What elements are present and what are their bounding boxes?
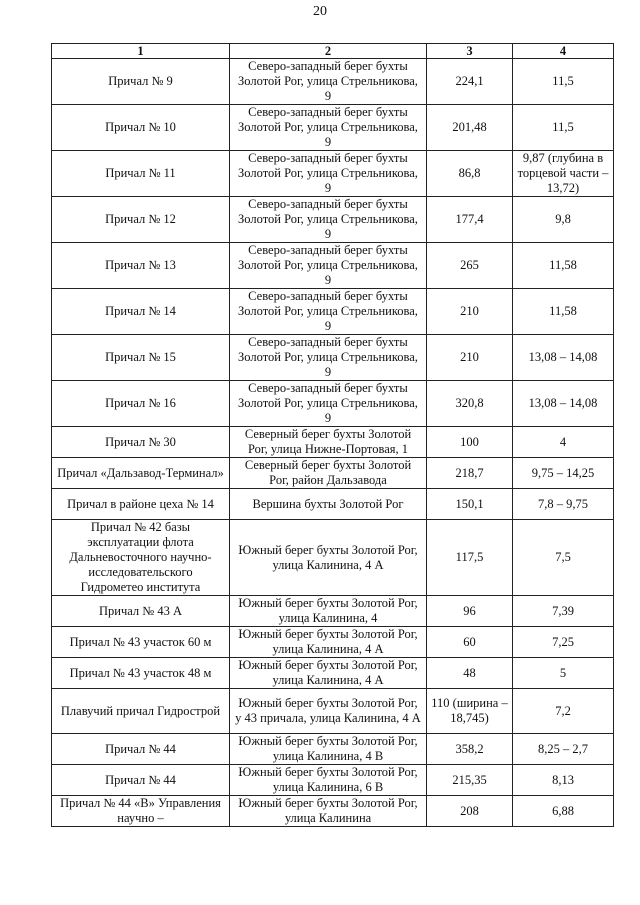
length-cell: 96 xyxy=(427,596,513,627)
table-row xyxy=(52,197,614,243)
length-cell: 320,8 xyxy=(427,381,513,427)
length-cell: 265 xyxy=(427,243,513,289)
depth-cell: 11,58 xyxy=(513,289,614,335)
depth-cell: 9,75 – 14,25 xyxy=(513,458,614,489)
depth-cell: 13,08 – 14,08 xyxy=(513,335,614,381)
length-cell: 358,2 xyxy=(427,734,513,765)
table-row xyxy=(52,627,614,658)
table-header-row xyxy=(52,44,614,59)
depth-cell: 7,8 – 9,75 xyxy=(513,489,614,520)
table-row xyxy=(52,596,614,627)
berth-name-cell: Причал № 15 xyxy=(52,335,230,381)
depth-cell: 9,8 xyxy=(513,197,614,243)
depth-cell: 11,5 xyxy=(513,105,614,151)
length-cell: 48 xyxy=(427,658,513,689)
length-cell: 218,7 xyxy=(427,458,513,489)
table-row xyxy=(52,381,614,427)
berth-name-cell: Причал № 16 xyxy=(52,381,230,427)
table-row xyxy=(52,105,614,151)
length-cell: 224,1 xyxy=(427,59,513,105)
berth-name-cell: Причал № 12 xyxy=(52,197,230,243)
depth-cell: 11,58 xyxy=(513,243,614,289)
berth-name-cell: Причал № 9 xyxy=(52,59,230,105)
length-cell: 60 xyxy=(427,627,513,658)
depth-cell: 11,5 xyxy=(513,59,614,105)
depth-cell: 6,88 xyxy=(513,796,614,827)
berth-name-cell: Причал № 30 xyxy=(52,427,230,458)
berth-name-cell: Причал № 11 xyxy=(52,151,230,197)
location-cell: Южный берег бухты Золотой Рог, улица Калинина, 4 А xyxy=(230,627,427,658)
location-cell: Северо-западный берег бухты Золотой Рог, улица Стрельникова, 9 xyxy=(230,59,427,105)
berth-name-cell: Причал № 10 xyxy=(52,105,230,151)
length-cell: 117,5 xyxy=(427,520,513,596)
table-row xyxy=(52,289,614,335)
location-cell: Южный берег бухты Золотой Рог, улица Калинина, 4 В xyxy=(230,734,427,765)
column-header-4: 4 xyxy=(513,44,614,59)
table-row xyxy=(52,689,614,734)
depth-cell: 7,2 xyxy=(513,689,614,734)
location-cell: Северный берег бухты Золотой Рог, улица Нижне-Портовая, 1 xyxy=(230,427,427,458)
berths-table xyxy=(51,43,614,827)
table-row xyxy=(52,59,614,105)
location-cell: Северо-западный берег бухты Золотой Рог, улица Стрельникова, 9 xyxy=(230,335,427,381)
location-cell: Северо-западный берег бухты Золотой Рог, улица Стрельникова, 9 xyxy=(230,197,427,243)
berth-name-cell: Причал № 13 xyxy=(52,243,230,289)
depth-cell: 9,87 (глубина в торцевой части – 13,72) xyxy=(513,151,614,197)
berth-name-cell: Причал № 14 xyxy=(52,289,230,335)
location-cell: Северо-западный берег бухты Золотой Рог, улица Стрельникова, 9 xyxy=(230,151,427,197)
berth-name-cell: Причал «Дальзавод-Терминал» xyxy=(52,458,230,489)
table-row xyxy=(52,151,614,197)
berth-name-cell: Причал № 42 базы эксплуатации флота Дальневосточного научно-исследовательского Гидрометео института xyxy=(52,520,230,596)
table-row xyxy=(52,243,614,289)
length-cell: 208 xyxy=(427,796,513,827)
location-cell: Южный берег бухты Золотой Рог, улица Калинина xyxy=(230,796,427,827)
table-row xyxy=(52,489,614,520)
table-row xyxy=(52,427,614,458)
depth-cell: 4 xyxy=(513,427,614,458)
length-cell: 86,8 xyxy=(427,151,513,197)
berth-name-cell: Причал № 43 участок 48 м xyxy=(52,658,230,689)
location-cell: Северо-западный берег бухты Золотой Рог, улица Стрельникова, 9 xyxy=(230,105,427,151)
berth-name-cell: Причал № 44 xyxy=(52,765,230,796)
depth-cell: 5 xyxy=(513,658,614,689)
depth-cell: 7,39 xyxy=(513,596,614,627)
depth-cell: 7,25 xyxy=(513,627,614,658)
length-cell: 177,4 xyxy=(427,197,513,243)
length-cell: 210 xyxy=(427,335,513,381)
column-header-1: 1 xyxy=(52,44,230,59)
table-row xyxy=(52,658,614,689)
column-header-2: 2 xyxy=(230,44,427,59)
length-cell: 150,1 xyxy=(427,489,513,520)
location-cell: Вершина бухты Золотой Рог xyxy=(230,489,427,520)
location-cell: Южный берег бухты Золотой Рог, улица Калинина, 6 В xyxy=(230,765,427,796)
table-row xyxy=(52,520,614,596)
location-cell: Южный берег бухты Золотой Рог, улица Калинина, 4 xyxy=(230,596,427,627)
berth-name-cell: Причал № 44 «В» Управления научно – xyxy=(52,796,230,827)
length-cell: 201,48 xyxy=(427,105,513,151)
page-number: 20 xyxy=(313,4,327,19)
location-cell: Южный берег бухты Золотой Рог, у 43 причала, улица Калинина, 4 А xyxy=(230,689,427,734)
berth-name-cell: Причал в районе цеха № 14 xyxy=(52,489,230,520)
berth-name-cell: Причал № 43 участок 60 м xyxy=(52,627,230,658)
location-cell: Южный берег бухты Золотой Рог, улица Калинина, 4 А xyxy=(230,658,427,689)
column-header-3: 3 xyxy=(427,44,513,59)
berth-name-cell: Причал № 43 А xyxy=(52,596,230,627)
berth-name-cell: Причал № 44 xyxy=(52,734,230,765)
table-row xyxy=(52,335,614,381)
berth-name-cell: Плавучий причал Гидрострой xyxy=(52,689,230,734)
length-cell: 210 xyxy=(427,289,513,335)
table-row xyxy=(52,734,614,765)
table-row xyxy=(52,796,614,827)
depth-cell: 7,5 xyxy=(513,520,614,596)
location-cell: Северо-западный берег бухты Золотой Рог, улица Стрельникова, 9 xyxy=(230,381,427,427)
location-cell: Северо-западный берег бухты Золотой Рог, улица Стрельникова, 9 xyxy=(230,243,427,289)
depth-cell: 8,25 – 2,7 xyxy=(513,734,614,765)
location-cell: Южный берег бухты Золотой Рог, улица Калинина, 4 А xyxy=(230,520,427,596)
depth-cell: 8,13 xyxy=(513,765,614,796)
length-cell: 215,35 xyxy=(427,765,513,796)
location-cell: Северный берег бухты Золотой Рог, район Дальзавода xyxy=(230,458,427,489)
length-cell: 100 xyxy=(427,427,513,458)
table-body xyxy=(52,59,614,827)
table-row xyxy=(52,458,614,489)
table-row xyxy=(52,765,614,796)
location-cell: Северо-западный берег бухты Золотой Рог, улица Стрельникова, 9 xyxy=(230,289,427,335)
length-cell: 110 (ширина – 18,745) xyxy=(427,689,513,734)
depth-cell: 13,08 – 14,08 xyxy=(513,381,614,427)
